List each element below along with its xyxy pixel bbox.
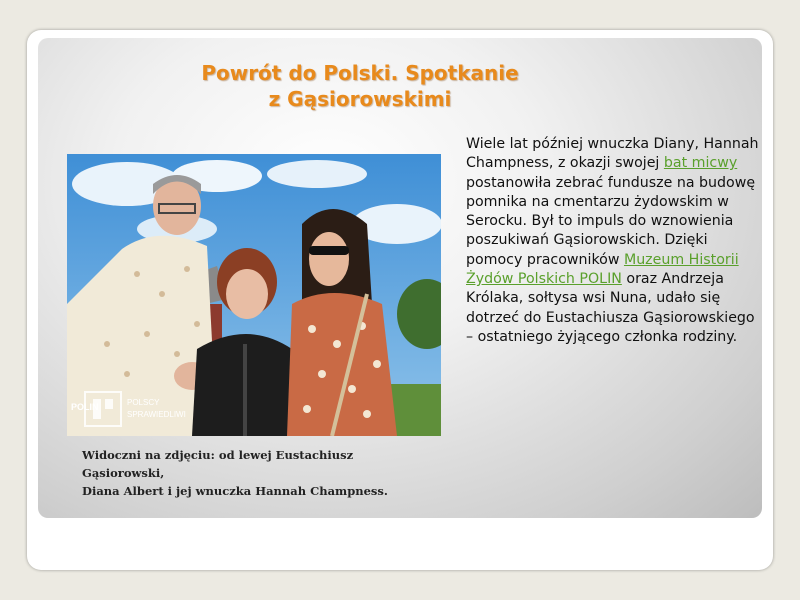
- polin-museum-link[interactable]: Muzeum Historii Żydów Polskich POLIN: [466, 251, 739, 288]
- body-part-1: Wiele lat później wnuczka Diany, Hannah Champness, z okazji swojej: [466, 136, 759, 172]
- photo: [67, 154, 441, 436]
- caption-line-2: Diana Albert i jej wnuczka Hannah Champness.: [82, 484, 388, 498]
- badge-line-2: SPRAWIEDLIWI: [127, 410, 186, 419]
- title-line-1: Powrót do Polski. Spotkanie: [201, 61, 519, 85]
- photo-illustration: [67, 154, 441, 436]
- body-part-3: oraz Andrzeja Królaka, sołtysa wsi Nuna, udało się dotrzeć do Eustachiusza Gąsiorowskiego – ostatniego żyjącego członka rodziny.: [466, 271, 755, 345]
- body-text: [466, 135, 766, 347]
- body-part-2: postanowiła zebrać fundusze na budowę pomnika na cmentarzu żydowskim w Serocku. Był to impuls do wznowienia poszukiwań Gąsiorowskich. Dzięki pomocy pracowników: [466, 174, 756, 268]
- caption-line-1: Widoczni na zdjęciu: od lewej Eustachiusz Gąsiorowski,: [82, 448, 354, 480]
- polin-logo-text: POLIN: [71, 402, 99, 412]
- bat-micwy-link[interactable]: bat micwy: [663, 155, 738, 172]
- slide-title: [150, 60, 570, 112]
- title-line-2: z Gąsiorowskimi: [268, 87, 452, 111]
- photo-caption: [82, 446, 432, 500]
- badge-line-1: POLSCY: [127, 398, 160, 407]
